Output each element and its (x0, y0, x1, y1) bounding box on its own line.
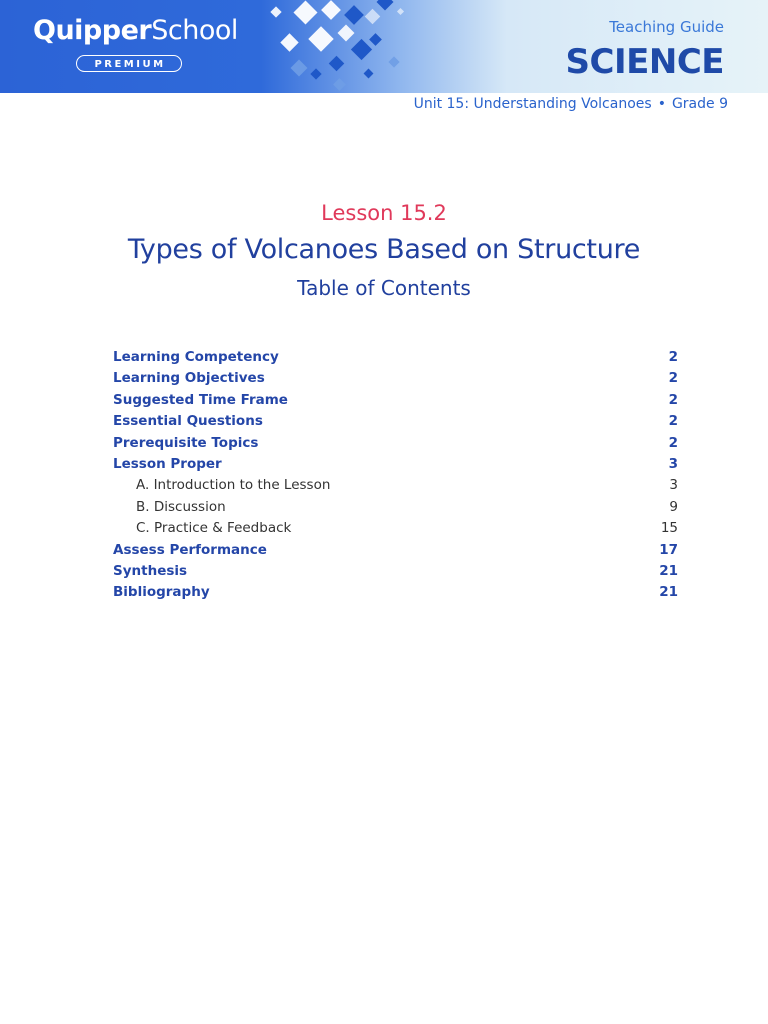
toc-entry-label: Learning Competency (113, 349, 279, 365)
toc-entry[interactable] (113, 347, 678, 368)
toc-subentry[interactable] (113, 497, 678, 518)
toc-page-number: 21 (659, 584, 678, 601)
header-banner (0, 0, 768, 93)
toc-page-number: 15 (660, 520, 678, 537)
toc-entry[interactable] (113, 561, 678, 582)
grade-label: Grade 9 (671, 96, 728, 112)
toc-entry-label: Suggested Time Frame (113, 391, 288, 408)
toc-heading: Table of Contents (297, 276, 471, 300)
toc-page-number: 17 (659, 541, 678, 558)
subject-title: SCIENCE (565, 42, 724, 82)
lesson-title: Types of Volcanoes Based on Structure (127, 234, 641, 265)
toc-page-number: 3 (669, 477, 678, 494)
toc-entry[interactable] (113, 368, 678, 389)
premium-badge: PREMIUM (76, 55, 182, 72)
toc-entry[interactable] (113, 390, 678, 411)
separator-dot: • (657, 96, 666, 112)
toc-entry-label: B. Discussion (136, 498, 226, 515)
toc-entry[interactable] (113, 411, 678, 432)
toc-page-number: 9 (669, 498, 678, 515)
toc-entry[interactable] (113, 582, 678, 603)
toc-entry-label: Bibliography (113, 584, 210, 601)
diamond-pattern-icon (255, 0, 425, 93)
toc-subentry[interactable] (113, 475, 678, 496)
toc-entry-label: C. Practice & Feedback (136, 520, 292, 537)
toc-page-number: 3 (668, 455, 678, 472)
toc-entry-label: Prerequisite Topics (113, 434, 259, 451)
toc-entry-label: A. Introduction to the Lesson (136, 477, 331, 494)
brand-name-regular: School (151, 15, 238, 46)
toc-page-number: 2 (668, 434, 678, 451)
toc-entry-label: Essential Questions (113, 413, 263, 430)
toc-entry-label: Lesson Proper (113, 455, 222, 472)
lesson-number: Lesson 15.2 (321, 201, 447, 225)
toc-entry[interactable] (113, 454, 678, 475)
unit-title: Unit 15: Understanding Volcanoes (413, 96, 652, 112)
unit-grade-line (414, 94, 728, 114)
toc-entry-label: Learning Objectives (113, 370, 265, 387)
brand-logo (33, 16, 238, 46)
toc-page-number: 2 (668, 391, 678, 408)
brand-name-bold: Quipper (33, 15, 152, 46)
toc-entry[interactable] (113, 433, 678, 454)
toc-page-number: 2 (668, 413, 678, 430)
toc-entry-label: Synthesis (113, 562, 188, 579)
table-of-contents (113, 347, 678, 604)
toc-subentry[interactable] (113, 518, 678, 539)
toc-page-number: 2 (668, 370, 678, 387)
toc-entry[interactable] (113, 540, 678, 561)
teaching-guide-label: Teaching Guide (609, 18, 724, 36)
toc-entry-label: Assess Performance (113, 541, 267, 558)
toc-page-number: 21 (659, 562, 678, 579)
toc-page-number: 2 (668, 349, 678, 365)
